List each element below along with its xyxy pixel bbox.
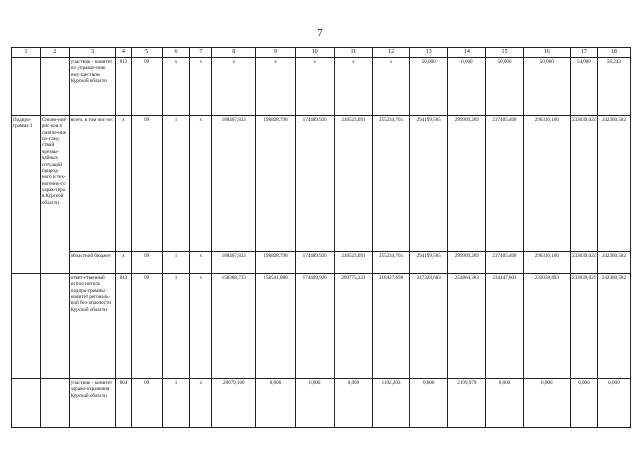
data-cell: x xyxy=(334,58,372,116)
participant-cell: участник - комитет по управле-нию иму-ществом Курской области xyxy=(69,58,115,116)
data-cell: x xyxy=(190,116,212,252)
data-cell: 0,000 xyxy=(410,379,448,428)
data-cell: x xyxy=(190,379,212,428)
section-label: Подпро-грамма 1 xyxy=(12,116,41,274)
empty-cell xyxy=(40,274,69,379)
empty-cell xyxy=(12,274,41,379)
data-cell: 253864,383 xyxy=(448,274,486,379)
data-cell: 1 xyxy=(162,116,190,252)
data-cell: 233039,021 xyxy=(571,252,598,274)
header-cell: 15 xyxy=(486,48,523,58)
data-cell: 0,000 xyxy=(571,379,598,428)
table-row xyxy=(12,274,631,379)
data-cell: 242360,582 xyxy=(597,274,630,379)
participant-cell: участник - комитет здраво-охранения Курской области xyxy=(69,379,115,428)
data-cell: x xyxy=(212,58,256,116)
data-cell: 174489,926 xyxy=(295,274,334,379)
data-cell: 0,000 xyxy=(523,379,570,428)
header-cell: 17 xyxy=(571,48,598,58)
data-cell: 294199,565 xyxy=(410,116,448,252)
data-cell: x xyxy=(373,58,410,116)
data-cell: 1 xyxy=(162,252,190,274)
data-cell: 233058,493 xyxy=(523,274,570,379)
data-cell: x xyxy=(162,58,190,116)
program-table xyxy=(11,47,631,428)
data-cell: 0,000 xyxy=(597,379,630,428)
header-cell: 5 xyxy=(131,48,162,58)
header-cell: 2 xyxy=(40,48,69,58)
data-cell: x xyxy=(116,252,131,274)
data-cell: 28079,100 xyxy=(212,379,256,428)
data-cell: 174489,926 xyxy=(295,252,334,274)
data-cell: 237405,408 xyxy=(486,252,523,274)
data-cell: 174489,926 xyxy=(295,116,334,252)
header-cell: 16 xyxy=(523,48,570,58)
data-cell: 255234,761 xyxy=(373,116,410,252)
header-cell: 9 xyxy=(256,48,295,58)
data-cell: 09 xyxy=(131,379,162,428)
table-row xyxy=(12,58,631,116)
table-row xyxy=(12,252,631,274)
data-cell: 1 xyxy=(162,379,190,428)
header-cell: 1 xyxy=(12,48,41,58)
data-cell: 0,000 xyxy=(295,379,334,428)
participant-cell: ответ-ственный испол-нитель подпро-граммы - комитет регональ-ной без-опасности Курской области xyxy=(69,274,115,379)
data-cell: 198828,798 xyxy=(256,116,295,252)
data-cell: 188467,833 xyxy=(212,252,256,274)
table-row xyxy=(12,116,631,252)
participant-cell: всего, в том чис-ле: xyxy=(69,116,115,252)
data-cell: 188467,833 xyxy=(212,116,256,252)
data-cell: 54,080 xyxy=(571,58,598,116)
data-cell: 296316,100 xyxy=(523,116,570,252)
data-cell: 255234,761 xyxy=(373,252,410,274)
data-cell: x xyxy=(256,58,295,116)
data-cell: 198828,798 xyxy=(256,252,295,274)
data-cell: 158541,880 xyxy=(256,274,295,379)
header-cell: 6 xyxy=(162,48,190,58)
participant-cell: областной бюджет xyxy=(69,252,115,274)
data-cell: 237405,408 xyxy=(486,116,523,252)
data-cell: 299909,289 xyxy=(448,252,486,274)
data-cell: 233039,021 xyxy=(571,116,598,252)
header-cell: 14 xyxy=(448,48,486,58)
data-cell: 158388,733 xyxy=(212,274,256,379)
data-cell: 234147,801 xyxy=(486,274,523,379)
section-title: Сниже-ние рис-ков и смягче-ние по-след-ствий чрезвы-чайных ситуаций природ-ного и тех-ногенно-го харак-тера в Курской области xyxy=(40,116,69,274)
data-cell: 50,000 xyxy=(523,58,570,116)
data-cell: 0,000 xyxy=(256,379,295,428)
header-cell: 4 xyxy=(116,48,131,58)
data-cell: x xyxy=(295,58,334,116)
data-cell: x xyxy=(116,116,131,252)
empty-cell xyxy=(40,379,69,428)
header-cell: 8 xyxy=(212,48,256,58)
data-cell: 247328,683 xyxy=(410,274,448,379)
header-cell: 18 xyxy=(597,48,630,58)
data-cell: 299909,289 xyxy=(448,116,486,252)
data-cell: 242360,582 xyxy=(597,252,630,274)
header-cell: 10 xyxy=(295,48,334,58)
header-cell: 12 xyxy=(373,48,410,58)
empty-cell xyxy=(40,58,69,116)
data-cell: 1192,203 xyxy=(373,379,410,428)
data-cell: 218427,698 xyxy=(373,274,410,379)
header-cell: 13 xyxy=(410,48,448,58)
data-cell: 218523,091 xyxy=(334,252,372,274)
page-number: 7 xyxy=(317,27,323,39)
header-cell: 7 xyxy=(190,48,212,58)
data-cell: 1 xyxy=(162,274,190,379)
data-cell: 0,000 xyxy=(334,379,372,428)
header-cell: 11 xyxy=(334,48,372,58)
header-row xyxy=(12,48,631,58)
data-cell: 09 xyxy=(131,274,162,379)
data-cell: 843 xyxy=(116,274,131,379)
data-cell: 0,000 xyxy=(448,58,486,116)
data-cell: 0,000 xyxy=(486,379,523,428)
data-cell: 09 xyxy=(131,252,162,274)
data-cell: 812 xyxy=(116,58,131,116)
data-cell: 56,243 xyxy=(597,58,630,116)
data-cell: x xyxy=(190,58,212,116)
data-cell: 2199,979 xyxy=(448,379,486,428)
data-cell: 294199,565 xyxy=(410,252,448,274)
header-cell: 3 xyxy=(69,48,115,58)
empty-cell xyxy=(12,379,41,428)
data-cell: 233039,021 xyxy=(571,274,598,379)
data-cell: 09 xyxy=(131,58,162,116)
data-cell: 50,000 xyxy=(486,58,523,116)
table-row xyxy=(12,379,631,428)
data-cell: 242360,582 xyxy=(597,116,630,252)
data-cell: x xyxy=(190,252,212,274)
data-cell: 209775,221 xyxy=(334,274,372,379)
data-cell: 50,000 xyxy=(410,58,448,116)
data-cell: 296316,100 xyxy=(523,252,570,274)
data-cell: 09 xyxy=(131,116,162,252)
data-cell: 218523,091 xyxy=(334,116,372,252)
empty-cell xyxy=(12,58,41,116)
data-cell: x xyxy=(190,274,212,379)
data-cell: 804 xyxy=(116,379,131,428)
